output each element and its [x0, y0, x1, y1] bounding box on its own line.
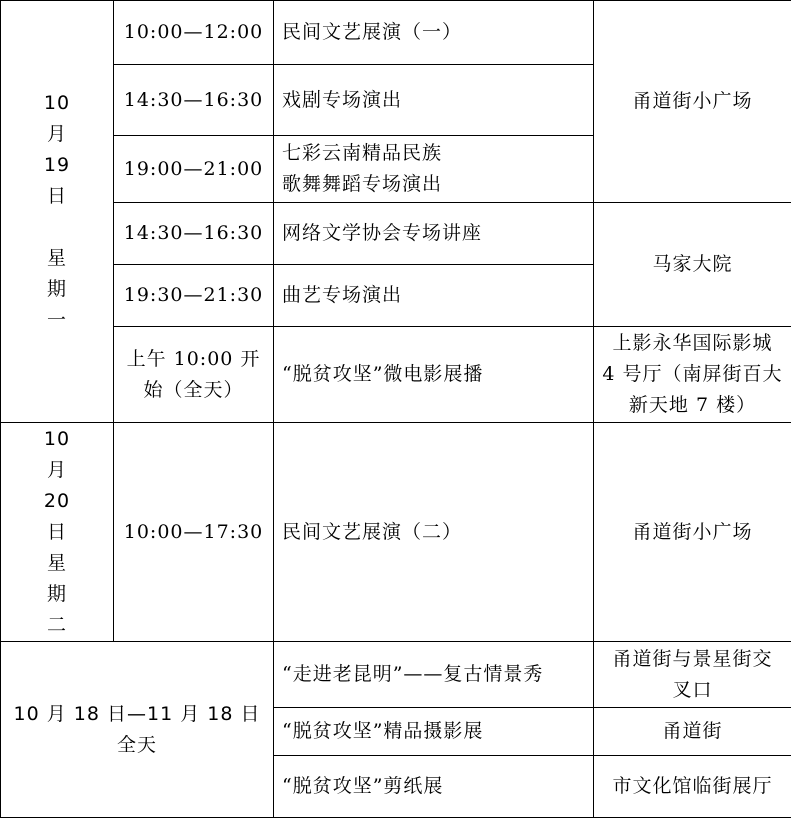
time-line: 上午 10:00 开 — [126, 347, 261, 370]
date-line: 月 — [46, 458, 67, 481]
table-row — [1, 203, 791, 265]
time-cell: 10:00—17:30 — [114, 423, 274, 642]
date-line: 月 — [46, 122, 67, 145]
time-cell — [114, 327, 274, 423]
weekday-line: 星 — [46, 246, 67, 269]
date-line: 20 — [43, 489, 71, 512]
weekday-line: 星 — [46, 551, 67, 574]
venue-cell: 甬道街小广场 — [594, 423, 791, 642]
event-cell: “脱贫攻坚”微电影展播 — [274, 327, 594, 423]
event-cell: 网络文学协会专场讲座 — [274, 203, 594, 265]
date-line: 10 — [43, 91, 71, 114]
venue-cell: 甬道街 — [594, 708, 791, 756]
time-cell: 19:30—21:30 — [114, 265, 274, 327]
venue-line: 4 号厅（南屏街百大 — [602, 363, 783, 385]
date-line: 日 — [46, 184, 67, 207]
table-row — [1, 642, 791, 708]
weekday-line: 期 — [46, 582, 67, 605]
venue-cell: 马家大院 — [594, 203, 791, 327]
venue-line: 叉口 — [672, 678, 713, 701]
event-line: 歌舞舞蹈专场演出 — [282, 173, 443, 195]
table-row — [1, 1, 791, 65]
date-line: 19 — [43, 153, 71, 176]
date-cell-oct19 — [1, 1, 114, 423]
venue-cell — [594, 327, 791, 423]
date-range-cell — [1, 642, 274, 818]
event-cell: 曲艺专场演出 — [274, 265, 594, 327]
event-cell: 戏剧专场演出 — [274, 65, 594, 136]
event-cell — [274, 136, 594, 203]
venue-line: 新天地 7 楼） — [628, 394, 757, 416]
date-range-note: 全天 — [116, 733, 157, 756]
event-cell: “走进老昆明”——复古情景秀 — [274, 642, 594, 708]
venue-cell — [594, 642, 791, 708]
date-cell-oct20 — [1, 423, 114, 642]
time-cell: 14:30—16:30 — [114, 65, 274, 136]
time-line: 始（全天） — [143, 378, 244, 401]
date-range: 10 月 18 日—11 月 18 日 — [13, 702, 261, 725]
table-row — [1, 327, 791, 423]
date-line: 10 — [43, 427, 71, 450]
time-cell: 19:00—21:00 — [114, 136, 274, 203]
venue-cell: 甬道街小广场 — [594, 1, 791, 203]
event-cell: “脱贫攻坚”精品摄影展 — [274, 708, 594, 756]
event-cell: “脱贫攻坚”剪纸展 — [274, 756, 594, 818]
weekday-line: 一 — [46, 308, 67, 331]
time-cell: 10:00—12:00 — [114, 1, 274, 65]
venue-cell: 市文化馆临街展厅 — [594, 756, 791, 818]
time-cell: 14:30—16:30 — [114, 203, 274, 265]
venue-line: 甬道街与景星街交 — [612, 647, 773, 670]
weekday-line: 二 — [46, 613, 67, 636]
event-cell: 民间文艺展演（二） — [274, 423, 594, 642]
date-line: 日 — [46, 520, 67, 543]
event-cell: 民间文艺展演（一） — [274, 1, 594, 65]
table-row — [1, 423, 791, 642]
weekday-line: 期 — [46, 277, 67, 300]
venue-line: 上影永华国际影城 — [612, 332, 773, 354]
event-line: 七彩云南精品民族 — [282, 142, 443, 164]
